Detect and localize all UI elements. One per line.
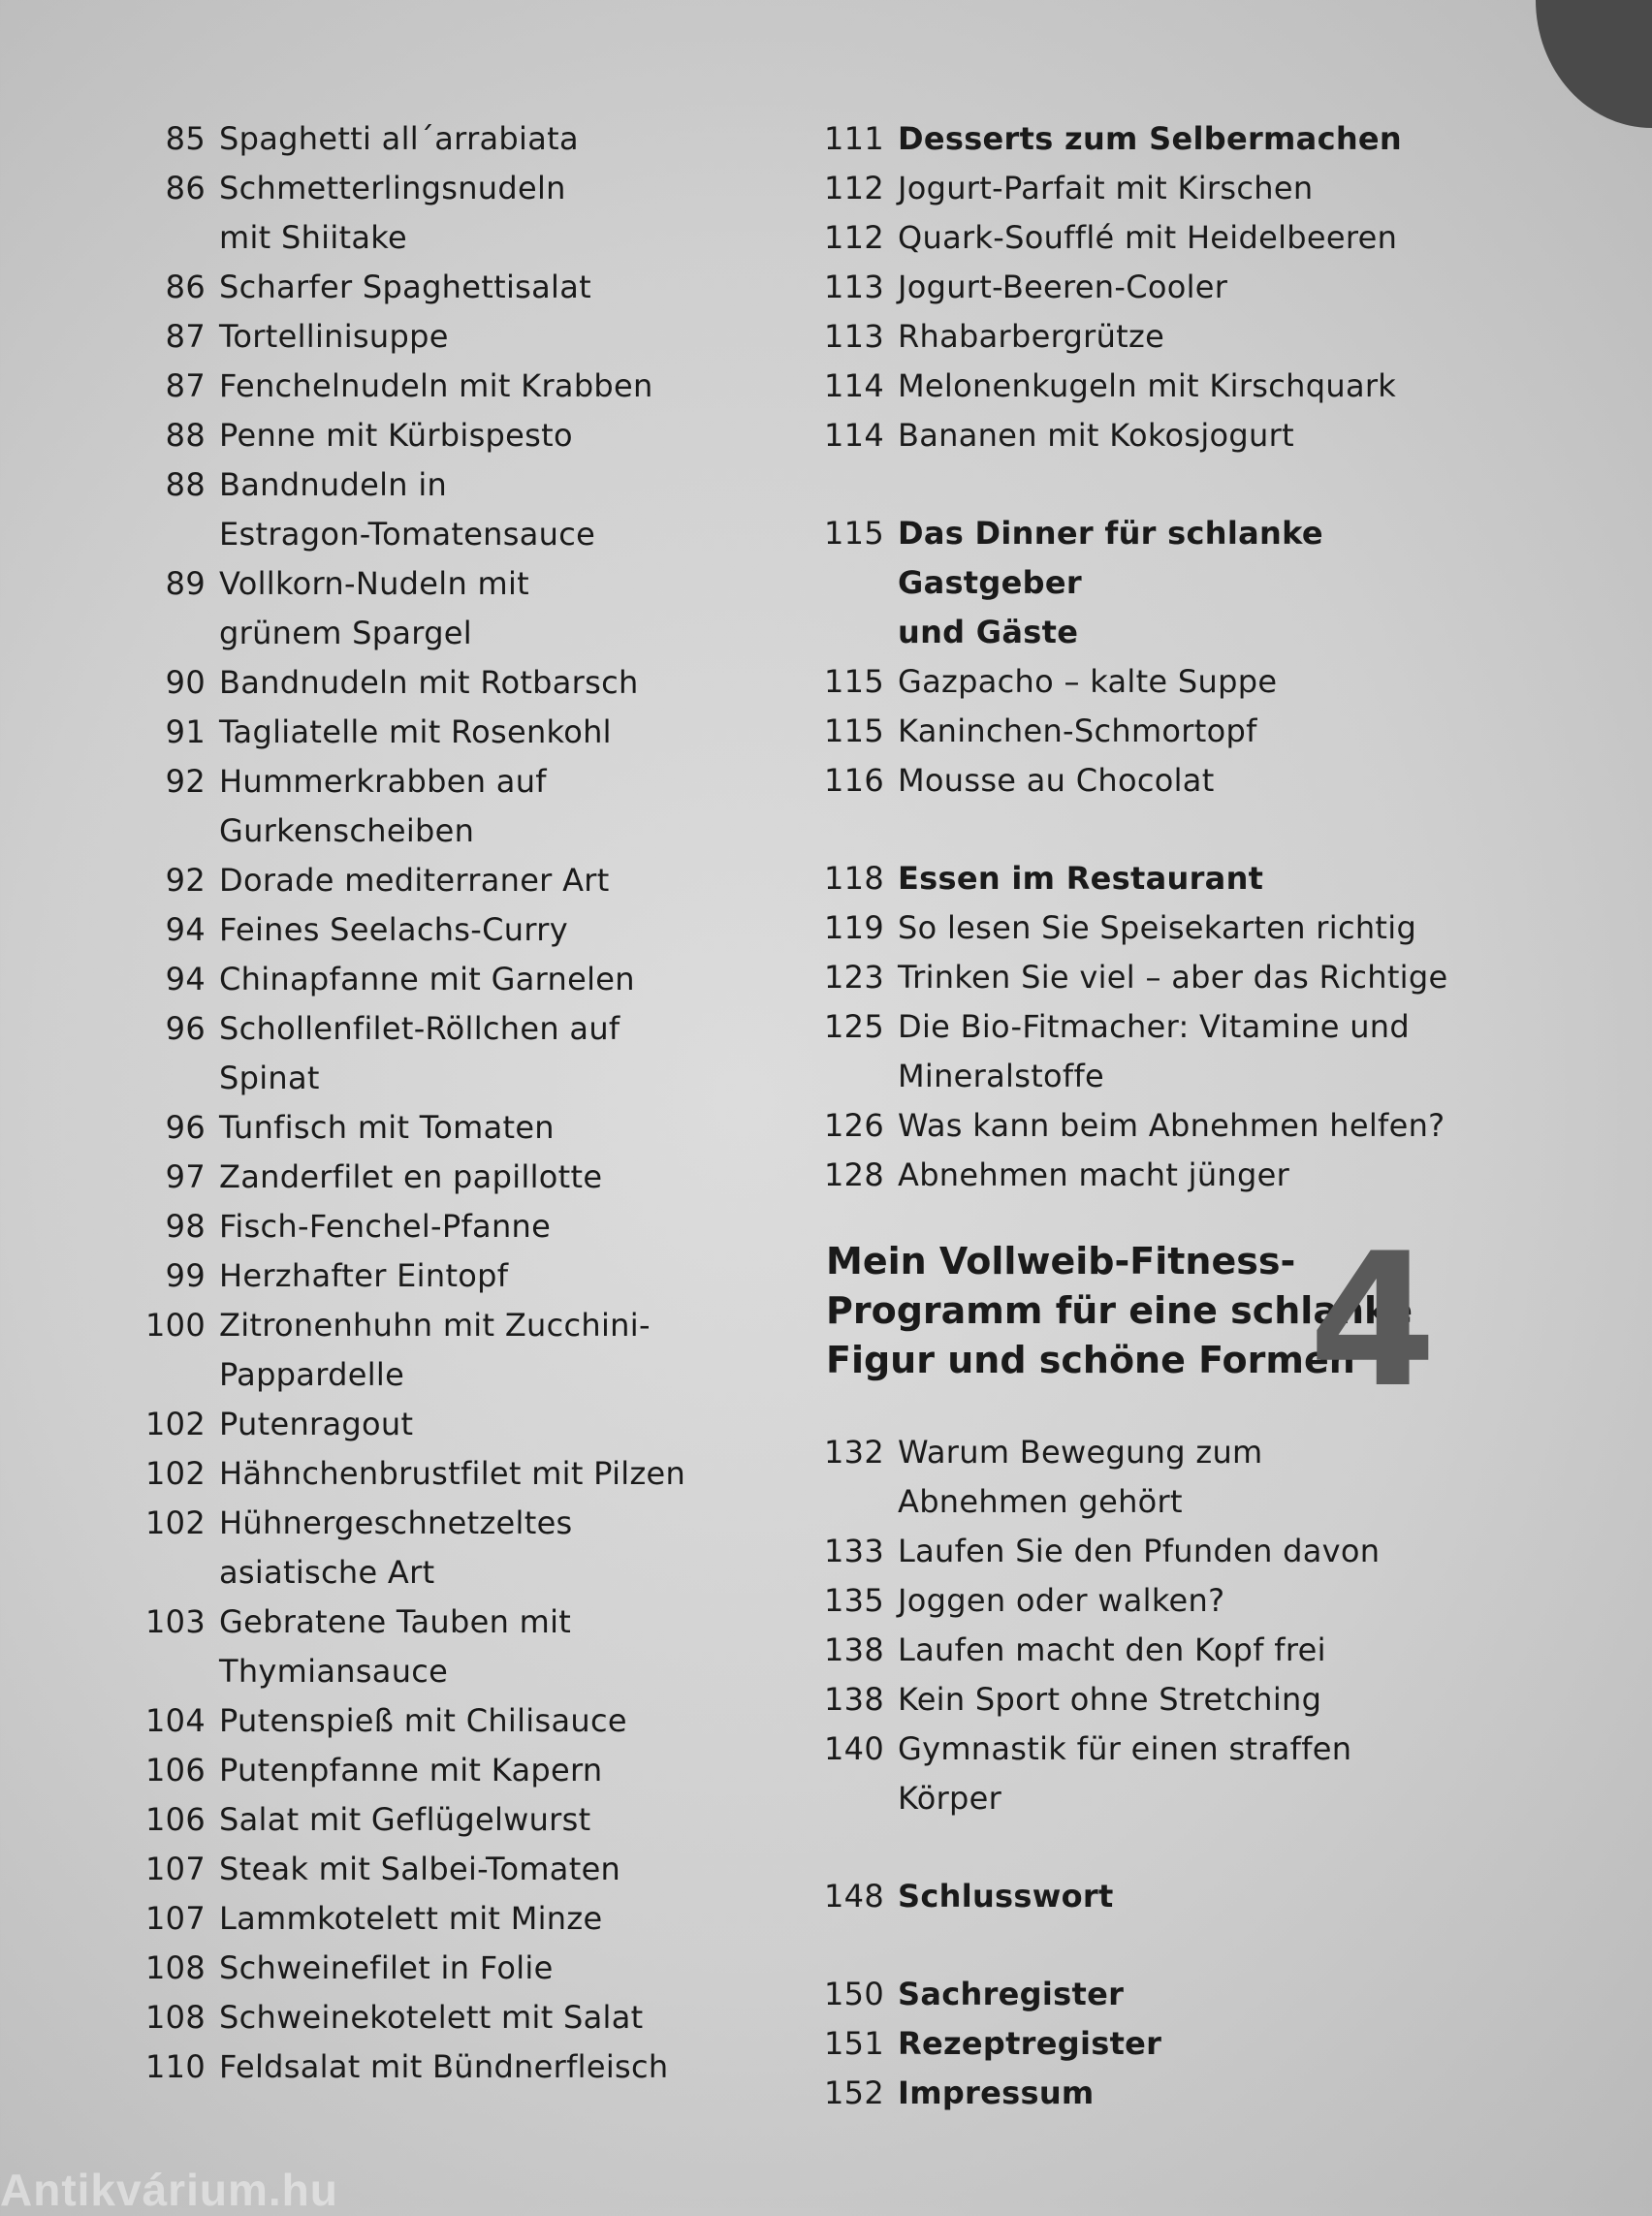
toc-entry-title-line: Laufen Sie den Pfunden davon <box>898 1533 1381 1569</box>
toc-entry-title-line: Trinken Sie viel – aber das Richtige <box>898 959 1448 996</box>
toc-entry <box>136 1004 717 1103</box>
toc-entry <box>136 1202 717 1251</box>
toc-page-number: 96 <box>165 1109 206 1146</box>
toc-right-column <box>814 114 1454 2118</box>
toc-entry <box>136 1944 717 1993</box>
toc-entry-title-line: Salat mit Geflügelwurst <box>219 1801 591 1838</box>
toc-entry-title <box>219 1004 717 1103</box>
toc-entry-title-line: Herzhafter Eintopf <box>219 1257 509 1294</box>
toc-entry-title <box>219 114 717 164</box>
toc-entry-title <box>219 1894 717 1944</box>
toc-entry <box>814 756 1454 806</box>
toc-entry-title-continuation: Estragon-Tomatensauce <box>219 516 596 553</box>
toc-entry <box>136 312 717 362</box>
toc-entry-title <box>898 411 1454 460</box>
toc-page-number: 114 <box>824 367 884 404</box>
toc-page-number: 107 <box>145 1851 206 1887</box>
toc-page-number: 91 <box>165 713 206 750</box>
toc-entry <box>814 213 1454 263</box>
toc-entry-title-line: Tunfisch mit Tomaten <box>219 1109 555 1146</box>
toc-entry-title <box>898 1527 1454 1576</box>
toc-entry-title <box>219 1103 717 1153</box>
toc-entry <box>814 312 1454 362</box>
toc-entry-title <box>898 2019 1454 2069</box>
toc-entry <box>136 1400 717 1449</box>
toc-page-number: 112 <box>824 170 884 206</box>
toc-page-number: 113 <box>824 269 884 305</box>
toc-entry-title-line: So lesen Sie Speisekarten richtig <box>898 909 1417 946</box>
toc-page-number: 115 <box>824 515 884 552</box>
toc-left-column <box>136 114 717 2092</box>
toc-entry <box>814 2069 1454 2118</box>
toc-entry-title-line: Zanderfilet en papillotte <box>219 1158 603 1195</box>
toc-page-number: 108 <box>145 1949 206 1986</box>
chapter-title-line-1: Mein Vollweib-Fitness- <box>826 1240 1296 1282</box>
toc-entry-title <box>219 559 717 658</box>
toc-page-number: 132 <box>824 1434 884 1471</box>
toc-entry-title <box>219 1449 717 1499</box>
toc-entry-title-line: Jogurt-Beeren-Cooler <box>898 269 1228 305</box>
toc-entry <box>136 1251 717 1301</box>
toc-entry-title <box>219 263 717 312</box>
toc-entry-title <box>219 164 717 263</box>
toc-page-number: 87 <box>165 318 206 355</box>
toc-entry-title-line: Was kann beim Abnehmen helfen? <box>898 1107 1446 1144</box>
toc-page-number: 102 <box>145 1455 206 1492</box>
toc-entry <box>136 905 717 955</box>
toc-entry-title-line: Fenchelnudeln mit Krabben <box>219 367 653 404</box>
toc-entry <box>814 263 1454 312</box>
toc-page-number: 151 <box>824 2025 884 2062</box>
toc-entry-title-line: Laufen macht den Kopf frei <box>898 1631 1326 1668</box>
toc-page-number: 102 <box>145 1406 206 1442</box>
toc-page-number: 116 <box>824 762 884 799</box>
toc-entry <box>814 2019 1454 2069</box>
toc-entry-title <box>219 362 717 411</box>
toc-page-number: 148 <box>824 1878 884 1915</box>
toc-entry <box>814 1626 1454 1675</box>
toc-entry <box>814 1576 1454 1626</box>
toc-entry <box>814 1527 1454 1576</box>
toc-entry-title-line: Essen im Restaurant <box>898 860 1264 897</box>
toc-page-number: 115 <box>824 663 884 700</box>
chapter-title-line-3: Figur und schöne Formen <box>826 1339 1355 1381</box>
toc-page-number: 111 <box>824 120 884 157</box>
toc-entry-title-line: Dorade mediterraner Art <box>219 862 610 899</box>
toc-entry-title-continuation: Mineralstoffe <box>898 1058 1105 1094</box>
toc-entry-title-continuation: Gurkenscheiben <box>219 812 475 849</box>
toc-entry-title-line: Putenpfanne mit Kapern <box>219 1752 603 1789</box>
toc-entry-title-line: Rezeptregister <box>898 2025 1162 2062</box>
toc-page-number: 85 <box>165 120 206 157</box>
toc-entry-title <box>898 263 1454 312</box>
toc-entry-title <box>898 1626 1454 1675</box>
toc-entry-title <box>898 854 1454 903</box>
toc-entry-title <box>898 1151 1454 1200</box>
toc-page-number: 103 <box>145 1603 206 1640</box>
toc-entry-title <box>898 903 1454 953</box>
toc-entry-title-line: Bandnudeln mit Rotbarsch <box>219 664 639 701</box>
toc-entry-title <box>898 2069 1454 2118</box>
toc-entry-title-line: Tortellinisuppe <box>219 318 449 355</box>
toc-group-restaurant <box>814 854 1454 1200</box>
toc-entry <box>136 411 717 460</box>
toc-entry-title <box>219 1301 717 1400</box>
toc-entry-title <box>898 1002 1454 1101</box>
toc-page-number: 113 <box>824 318 884 355</box>
toc-entry-title-line: Die Bio-Fitmacher: Vitamine und <box>898 1008 1410 1045</box>
toc-entry-title-continuation: Thymiansauce <box>219 1653 449 1690</box>
toc-entry <box>814 903 1454 953</box>
toc-page-number: 106 <box>145 1752 206 1789</box>
toc-entry <box>136 1894 717 1944</box>
toc-entry <box>814 114 1454 164</box>
toc-entry-title <box>898 1101 1454 1151</box>
toc-entry-title-line: Hähnchenbrustfilet mit Pilzen <box>219 1455 686 1492</box>
toc-entry-title <box>219 955 717 1004</box>
toc-entry-title-continuation: und Gäste <box>898 614 1079 650</box>
toc-page-number: 138 <box>824 1681 884 1718</box>
toc-entry-title-line: Warum Bewegung zum <box>898 1434 1263 1471</box>
toc-entry-title <box>898 756 1454 806</box>
toc-entry-title <box>898 1428 1454 1527</box>
chapter-corner-tab <box>1536 0 1652 128</box>
toc-entry <box>814 1675 1454 1725</box>
toc-entry-title <box>219 1202 717 1251</box>
toc-entry <box>136 757 717 856</box>
toc-entry <box>814 1725 1454 1823</box>
toc-entry-title-continuation: grünem Spargel <box>219 615 472 651</box>
toc-entry <box>814 953 1454 1002</box>
toc-page-number: 107 <box>145 1900 206 1937</box>
toc-entry <box>814 1151 1454 1200</box>
toc-entry <box>814 657 1454 707</box>
toc-entry-title-line: Hühnergeschnetzeltes <box>219 1504 573 1541</box>
toc-entry <box>814 1002 1454 1101</box>
toc-entry <box>136 955 717 1004</box>
toc-entry <box>136 1301 717 1400</box>
toc-entry-title-line: Quark-Soufflé mit Heidelbeeren <box>898 219 1398 256</box>
toc-group-dinner <box>814 509 1454 806</box>
toc-entry-title-line: Melonenkugeln mit Kirschquark <box>898 367 1397 404</box>
toc-entry-title-line: Spaghetti all´arrabiata <box>219 120 579 157</box>
toc-entry-title-line: Putenragout <box>219 1406 414 1442</box>
toc-entry <box>814 1970 1454 2019</box>
toc-entry-title-continuation: Abnehmen gehört <box>898 1483 1183 1520</box>
toc-page-number: 118 <box>824 860 884 897</box>
toc-page-number: 88 <box>165 417 206 454</box>
toc-page-number: 114 <box>824 417 884 454</box>
toc-entry-title-line: Putenspieß mit Chilisauce <box>219 1702 627 1739</box>
toc-entry-title <box>219 708 717 757</box>
toc-entry-title-line: Steak mit Salbei-Tomaten <box>219 1851 621 1887</box>
toc-entry-title <box>898 707 1454 756</box>
toc-entry-title-line: Bandnudeln in <box>219 466 448 503</box>
toc-page-number: 99 <box>165 1257 206 1294</box>
toc-page-number: 150 <box>824 1976 884 2012</box>
toc-page-number: 87 <box>165 367 206 404</box>
toc-entry-title-continuation: Pappardelle <box>219 1356 405 1393</box>
toc-entry-title <box>219 411 717 460</box>
toc-entry-title-line: Zitronenhuhn mit Zucchini- <box>219 1307 651 1344</box>
toc-entry-title-line: Desserts zum Selbermachen <box>898 120 1402 157</box>
toc-entry-title <box>898 312 1454 362</box>
toc-page-number: 100 <box>145 1307 206 1344</box>
chapter-heading <box>826 1214 1437 1428</box>
toc-entry-title-line: Joggen oder walken? <box>898 1582 1225 1619</box>
toc-entry-title <box>219 1153 717 1202</box>
toc-page-number: 152 <box>824 2074 884 2111</box>
toc-page-number: 88 <box>165 466 206 503</box>
toc-entry-title-line: Abnehmen macht jünger <box>898 1156 1290 1193</box>
toc-entry <box>814 1101 1454 1151</box>
toc-entry <box>814 411 1454 460</box>
toc-entry <box>814 854 1454 903</box>
toc-entry-title <box>219 312 717 362</box>
toc-entry <box>136 114 717 164</box>
toc-entry-title-line: Kaninchen-Schmortopf <box>898 712 1257 749</box>
toc-page-number: 97 <box>165 1158 206 1195</box>
toc-page-number: 86 <box>165 269 206 305</box>
toc-entry <box>136 1103 717 1153</box>
toc-entry <box>136 1598 717 1696</box>
toc-entry-title <box>898 953 1454 1002</box>
watermark-text: Antikvárium.hu <box>0 2165 338 2215</box>
toc-entry-title-line: Das Dinner für schlanke Gastgeber <box>898 515 1323 601</box>
toc-entry <box>136 856 717 905</box>
toc-entry-title <box>219 1845 717 1894</box>
toc-entry-title-line: Kein Sport ohne Stretching <box>898 1681 1322 1718</box>
toc-entry-title <box>219 658 717 708</box>
toc-page-number: 104 <box>145 1702 206 1739</box>
toc-entry-title <box>898 509 1454 657</box>
toc-page-number: 135 <box>824 1582 884 1619</box>
toc-entry <box>136 559 717 658</box>
toc-page-number: 94 <box>165 911 206 948</box>
toc-entry-title-line: Feldsalat mit Bündnerfleisch <box>219 2048 669 2085</box>
toc-page-number: 92 <box>165 862 206 899</box>
toc-entry-title <box>898 1576 1454 1626</box>
toc-entry-title <box>219 2042 717 2092</box>
toc-entry-title-line: Schweinefilet in Folie <box>219 1949 554 1986</box>
toc-entry <box>136 164 717 263</box>
toc-page-number: 96 <box>165 1010 206 1047</box>
toc-entry-title-continuation: asiatische Art <box>219 1554 435 1591</box>
toc-entry-title-line: Schlusswort <box>898 1878 1114 1915</box>
toc-page-number: 86 <box>165 170 206 206</box>
toc-entry-title-line: Fisch-Fenchel-Pfanne <box>219 1208 552 1245</box>
toc-entry-title-continuation: mit Shiitake <box>219 219 407 256</box>
toc-entry-title-line: Lammkotelett mit Minze <box>219 1900 603 1937</box>
toc-entry-title <box>219 1400 717 1449</box>
toc-page-number: 115 <box>824 712 884 749</box>
toc-entry-title-line: Penne mit Kürbispesto <box>219 417 573 454</box>
toc-entry-title-line: Mousse au Chocolat <box>898 762 1215 799</box>
toc-entry-title-line: Sachregister <box>898 1976 1125 2012</box>
toc-page-number: 110 <box>145 2048 206 2085</box>
toc-entry <box>136 1993 717 2042</box>
toc-page-number: 126 <box>824 1107 884 1144</box>
toc-entry-title <box>898 1675 1454 1725</box>
toc-entry <box>814 164 1454 213</box>
toc-page-number: 140 <box>824 1730 884 1767</box>
toc-page-number: 112 <box>824 219 884 256</box>
toc-entry-title-line: Gebratene Tauben mit <box>219 1603 572 1640</box>
toc-entry-title-line: Impressum <box>898 2074 1095 2111</box>
toc-group-schlusswort <box>814 1872 1454 1921</box>
toc-page-number: 90 <box>165 664 206 701</box>
toc-entry <box>136 1449 717 1499</box>
toc-entry-title <box>898 1970 1454 2019</box>
toc-page-number: 119 <box>824 909 884 946</box>
toc-page-number: 108 <box>145 1999 206 2036</box>
toc-entry-title-line: Bananen mit Kokosjogurt <box>898 417 1294 454</box>
toc-entry <box>814 362 1454 411</box>
toc-entry-title <box>219 1499 717 1598</box>
toc-page-number: 138 <box>824 1631 884 1668</box>
toc-page-number: 128 <box>824 1156 884 1193</box>
toc-entry-title <box>898 213 1454 263</box>
toc-entry <box>136 1746 717 1795</box>
toc-entry-title <box>219 905 717 955</box>
toc-entry <box>136 708 717 757</box>
toc-entry-title-line: Vollkorn-Nudeln mit <box>219 565 530 602</box>
toc-entry-title <box>219 1746 717 1795</box>
toc-entry-title-line: Hummerkrabben auf <box>219 763 547 800</box>
toc-entry-title-line: Tagliatelle mit Rosenkohl <box>219 713 612 750</box>
toc-entry-title <box>219 856 717 905</box>
toc-page-number: 94 <box>165 961 206 997</box>
toc-entry-title <box>219 757 717 856</box>
toc-entry <box>136 263 717 312</box>
toc-entry <box>814 1872 1454 1921</box>
toc-entry <box>136 2042 717 2092</box>
toc-entry-title <box>219 1944 717 1993</box>
toc-entry <box>136 1845 717 1894</box>
toc-entry-title <box>898 164 1454 213</box>
toc-entry-title-line: Schweinekotelett mit Salat <box>219 1999 644 2036</box>
toc-entry-title <box>219 1598 717 1696</box>
toc-page-number: 102 <box>145 1504 206 1541</box>
toc-entry-title-line: Schollenfilet-Röllchen auf Spinat <box>219 1010 620 1096</box>
toc-entry-title <box>898 657 1454 707</box>
toc-page-number: 123 <box>824 959 884 996</box>
toc-group-fitness <box>814 1428 1454 1823</box>
toc-entry-title-line: Scharfer Spaghettisalat <box>219 269 591 305</box>
toc-entry <box>136 658 717 708</box>
toc-entry-title <box>219 1993 717 2042</box>
chapter-title-line-2: Programm für eine schlanke <box>826 1289 1414 1332</box>
toc-page-number: 125 <box>824 1008 884 1045</box>
toc-entry-title-line: Gazpacho – kalte Suppe <box>898 663 1278 700</box>
toc-entry-title <box>219 1251 717 1301</box>
toc-entry <box>136 1795 717 1845</box>
toc-entry <box>136 1153 717 1202</box>
chapter-number: 4 <box>1308 1214 1437 1428</box>
toc-entry-title-line: Feines Seelachs-Curry <box>219 911 568 948</box>
toc-entry-title-line: Jogurt-Parfait mit Kirschen <box>898 170 1314 206</box>
toc-entry-title <box>898 114 1454 164</box>
toc-page-number: 89 <box>165 565 206 602</box>
toc-entry <box>136 1696 717 1746</box>
toc-entry-title <box>898 1725 1454 1823</box>
toc-page-number: 106 <box>145 1801 206 1838</box>
toc-entry-title <box>898 362 1454 411</box>
toc-entry <box>136 460 717 559</box>
toc-page-number: 98 <box>165 1208 206 1245</box>
toc-entry <box>814 707 1454 756</box>
toc-entry-title <box>219 1696 717 1746</box>
toc-group-desserts <box>814 114 1454 460</box>
toc-entry-title-line: Chinapfanne mit Garnelen <box>219 961 635 997</box>
toc-entry-title <box>219 460 717 559</box>
toc-entry-title <box>898 1872 1454 1921</box>
toc-entry-title <box>219 1795 717 1845</box>
toc-entry <box>814 1428 1454 1527</box>
toc-entry-title-line: Rhabarbergrütze <box>898 318 1165 355</box>
toc-entry <box>136 362 717 411</box>
toc-group-register <box>814 1970 1454 2118</box>
toc-page-number: 92 <box>165 763 206 800</box>
toc-page-number: 133 <box>824 1533 884 1569</box>
toc-entry-title-line: Schmetterlingsnudeln <box>219 170 566 206</box>
toc-entry <box>814 509 1454 657</box>
toc-entry-title-line: Gymnastik für einen straffen Körper <box>898 1730 1352 1817</box>
toc-entry <box>136 1499 717 1598</box>
